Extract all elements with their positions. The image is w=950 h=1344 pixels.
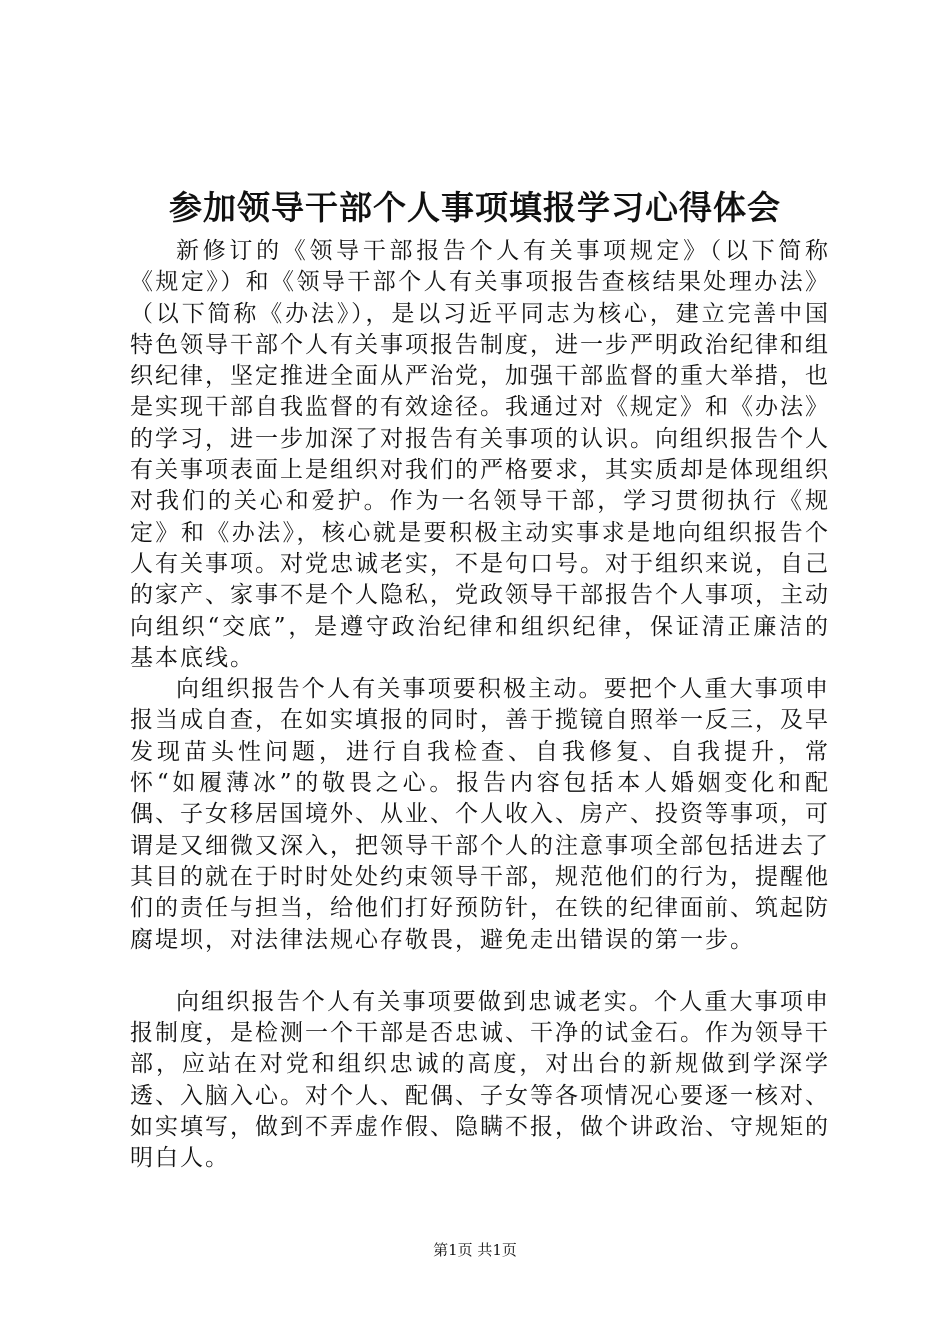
paragraph-1: 新修订的《领导干部报告个人有关事项规定》（以下简称《规定》）和《领导干部个人有关事项报告查核结果处理办法》（以下简称《办法》），是以习近平同志为核心，建立完善中国特色领导干部个人有关事项报告制度，进一步严明政治纪律和组织纪律，坚定推进全面从严治党，加强干部监督的重大举措，也是实现干部自我监督的有效途径。我通过对《规定》和《办法》的学习，进一步加深了对报告有关事项的认识。向组织报告个人有关事项表面上是组织对我们的严格要求，其实质却是体现组织对我们的关心和爱护。作为一名领导干部，学习贯彻执行《规定》和《办法》，核心就是要积极主动实事求是地向组织报告个人有关事项。对党忠诚老实，不是句口号。对于组织来说，自己的家产、家事不是个人隐私，党政领导干部报告个人事项，主动向组织“交底”，是遵守政治纪律和组织纪律，保证清正廉洁的基本底线。: [130, 238, 830, 671]
paragraph-2: 向组织报告个人有关事项要积极主动。要把个人重大事项申报当成自查，在如实填报的同时，善于揽镜自照举一反三，及早发现苗头性问题，进行自我检查、自我修复、自我提升，常怀“如履薄冰”的敬畏之心。报告内容包括本人婚姻变化和配偶、子女移居国境外、从业、个人收入、房产、投资等事项，可谓是又细微又深入，把领导干部个人的注意事项全部包括进去了其目的就在于时时处处约束领导干部，规范他们的行为，提醒他们的责任与担当，给他们打好预防针，在铁的纪律面前、筑起防腐堤坝，对法律法规心存敬畏，避免走出错误的第一步。: [130, 676, 830, 953]
document-body: [130, 236, 830, 1175]
document-title: 参加领导干部个人事项填报学习心得体会: [169, 188, 781, 227]
paragraph-3: 向组织报告个人有关事项要做到忠诚老实。个人重大事项申报制度，是检测一个干部是否忠诚、干净的试金石。作为领导干部，应站在对党和组织忠诚的高度，对出台的新规做到学深学透、入脑入心。对个人、配偶、子女等各项情况心要逐一核对、如实填写，做到不弄虚作假、隐瞒不报，做个讲政治、守规矩的明白人。: [130, 988, 830, 1172]
page-number-footer: 第1页 共1页: [433, 1241, 517, 1259]
